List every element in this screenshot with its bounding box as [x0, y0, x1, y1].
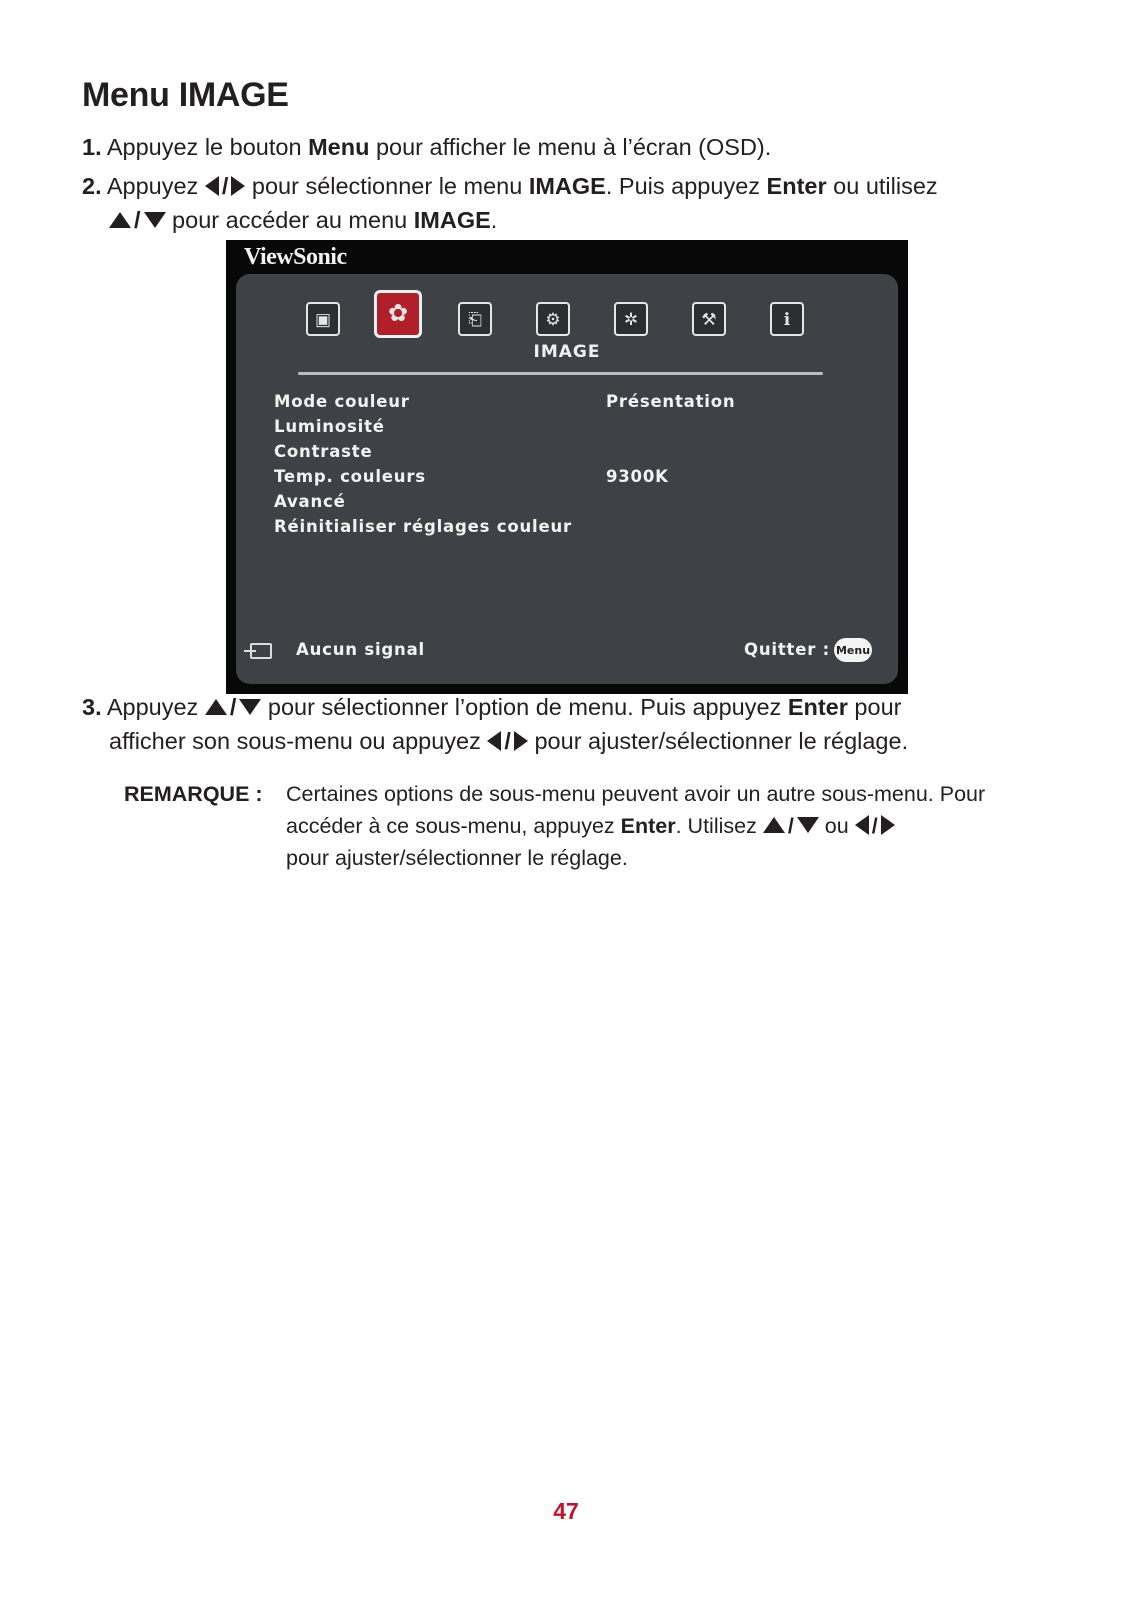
up-arrow-icon	[109, 212, 131, 228]
footer-quit-label: Quitter :	[744, 640, 831, 659]
input-source-icon	[250, 643, 272, 659]
enter-keyword: Enter	[766, 173, 827, 199]
right-arrow-icon	[881, 815, 895, 835]
note-text: Certaines options de sous-menu peuvent avoir un autre sous-menu. Pour accéder à ce sous-menu, appuyez	[286, 782, 986, 838]
step-text: pour	[847, 694, 902, 720]
right-arrow-icon	[231, 176, 245, 196]
menu-item-reinitialiser[interactable]: Réinitialiser réglages couleur	[274, 517, 572, 536]
step-text: pour ajuster/sélectionner le réglage.	[527, 728, 909, 754]
step-text: ou utilisez	[826, 173, 938, 199]
step-1	[82, 130, 1082, 164]
note-block	[124, 778, 1044, 874]
down-arrow-icon	[797, 817, 819, 833]
palette-icon[interactable]: ✿	[374, 290, 422, 338]
step-number: 1.	[82, 134, 102, 160]
note-text: pour ajuster/sélectionner le réglage.	[286, 846, 628, 870]
footer-signal-status: Aucun signal	[296, 640, 425, 659]
up-arrow-icon	[763, 817, 785, 833]
step-text: Appuyez	[106, 694, 205, 720]
image-keyword: IMAGE	[528, 173, 606, 199]
right-arrow-icon	[514, 731, 528, 751]
brand-logo: ViewSonic	[244, 244, 347, 270]
down-arrow-icon	[144, 212, 166, 228]
left-arrow-icon	[855, 815, 869, 835]
osd-screenshot	[226, 240, 908, 694]
slash-separator: /	[229, 694, 237, 720]
menu-keyword: Menu	[308, 134, 370, 160]
step-text: Appuyez	[106, 173, 205, 199]
slash-separator: /	[504, 728, 511, 754]
step-number: 3.	[82, 694, 102, 720]
page-number: 47	[553, 1498, 579, 1524]
enter-keyword: Enter	[620, 814, 676, 838]
image-keyword: IMAGE	[413, 207, 491, 233]
menu-item-avance[interactable]: Avancé	[274, 492, 346, 511]
menu-item-temp-couleurs[interactable]: Temp. couleurs	[274, 467, 426, 486]
slash-separator: /	[221, 173, 229, 199]
osd-tab-label: IMAGE	[533, 342, 601, 362]
down-arrow-icon	[239, 699, 261, 715]
info-icon[interactable]: ℹ	[770, 302, 804, 336]
menu-button[interactable]: Menu	[834, 638, 872, 662]
step-text: .	[490, 207, 498, 233]
value-mode-couleur: Présentation	[606, 392, 736, 411]
osd-panel	[236, 274, 898, 684]
left-arrow-icon	[205, 176, 219, 196]
step-text: afficher son sous-menu ou appuyez	[109, 728, 488, 754]
note-label: REMARQUE :	[124, 782, 263, 806]
step-text: pour sélectionner le menu	[245, 173, 529, 199]
wrench-icon[interactable]: ⚒	[692, 302, 726, 336]
step-3	[82, 690, 1082, 758]
note-text: . Utilisez	[675, 814, 763, 838]
menu-item-contraste[interactable]: Contraste	[274, 442, 373, 461]
page-title: Menu IMAGE	[82, 76, 289, 114]
menu-item-mode-couleur[interactable]: Mode couleur	[274, 392, 410, 411]
step-continuation	[82, 724, 1082, 758]
up-arrow-icon	[205, 699, 227, 715]
note-text: ou	[818, 814, 855, 838]
menu-item-luminosite[interactable]: Luminosité	[274, 417, 385, 436]
step-text: Appuyez le bouton	[106, 134, 309, 160]
advanced-gear-icon[interactable]: ✲	[614, 302, 648, 336]
gear-icon[interactable]: ⚙	[536, 302, 570, 336]
osd-divider	[298, 372, 823, 375]
step-continuation	[82, 203, 1082, 237]
slash-separator: /	[787, 814, 794, 838]
step-text: . Puis appuyez	[605, 173, 767, 199]
source-icon[interactable]: ⎗	[458, 302, 492, 336]
value-temp-couleurs: 9300K	[606, 467, 669, 486]
note-body	[286, 778, 1044, 874]
left-arrow-icon	[487, 731, 501, 751]
step-2	[82, 169, 1082, 237]
slash-separator: /	[134, 207, 141, 233]
enter-keyword: Enter	[787, 694, 848, 720]
slash-separator: /	[871, 814, 878, 838]
step-number: 2.	[82, 173, 102, 199]
step-text: pour afficher le menu à l’écran (OSD).	[369, 134, 772, 160]
step-text: pour sélectionner l’option de menu. Puis appuyez	[261, 694, 788, 720]
step-text: pour accéder au menu	[165, 207, 414, 233]
display-icon[interactable]: ▣	[306, 302, 340, 336]
